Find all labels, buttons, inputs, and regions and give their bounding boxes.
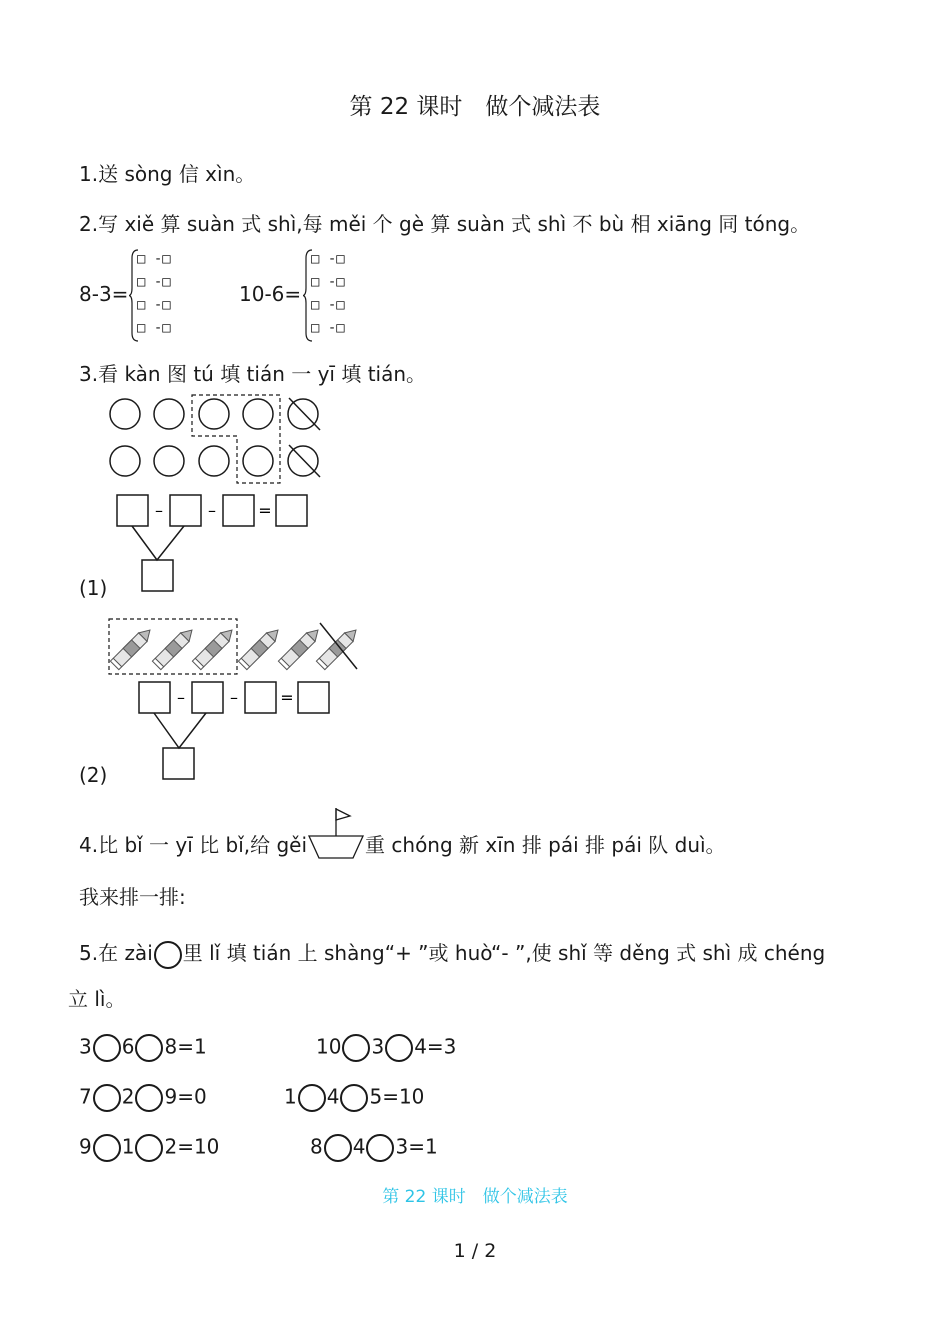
answer-box	[163, 748, 194, 779]
circle-icon	[199, 446, 229, 476]
blank-subtraction[interactable]: □ -□	[311, 320, 345, 336]
circle-icon	[154, 399, 184, 429]
operator-problem	[79, 1084, 207, 1112]
answer-box	[142, 560, 173, 591]
operator-blank[interactable]	[298, 1084, 326, 1112]
answer-box	[223, 495, 254, 526]
operator-blank[interactable]	[366, 1134, 394, 1162]
answer-box	[192, 682, 223, 713]
blank-subtraction[interactable]: □ -□	[311, 251, 345, 267]
result: 8=1	[164, 1034, 207, 1059]
operator-blank[interactable]	[340, 1084, 368, 1112]
number: 9	[79, 1134, 92, 1159]
minus-sign: –	[230, 688, 238, 707]
blank-subtraction[interactable]: □ -□	[137, 320, 171, 336]
answer-box	[276, 495, 307, 526]
question-5	[79, 937, 825, 969]
crayon-icon	[192, 626, 236, 670]
circle-icon	[243, 446, 273, 476]
circle-icon	[154, 941, 182, 969]
page-number: 1 / 2	[453, 1240, 497, 1262]
blank-subtraction[interactable]: □ -□	[311, 297, 345, 313]
number: 7	[79, 1084, 92, 1109]
equation-system-8-3	[79, 248, 199, 343]
number: 3	[371, 1034, 385, 1059]
number: 4	[326, 1084, 340, 1109]
page-title: 第 22 课时 做个减法表	[349, 94, 601, 120]
result: 4=3	[414, 1034, 457, 1059]
result: 2=10	[164, 1134, 220, 1159]
circle-icon	[199, 399, 229, 429]
answer-box	[245, 682, 276, 713]
crayon-icon	[278, 626, 322, 670]
question-4-sub: 我来排一排:	[79, 885, 186, 909]
operator-blank[interactable]	[135, 1134, 163, 1162]
blank-subtraction[interactable]: □ -□	[137, 297, 171, 313]
equation-lhs: 8-3=	[79, 282, 129, 306]
operator-problem	[79, 1034, 207, 1062]
operator-blank[interactable]	[93, 1134, 121, 1162]
equation-system-10-6	[239, 248, 369, 343]
operator-problem	[310, 1134, 438, 1162]
answer-box	[117, 495, 148, 526]
number: 8	[310, 1134, 323, 1159]
question-4	[79, 829, 726, 862]
blank-subtraction[interactable]: □ -□	[137, 251, 171, 267]
operator-problem	[284, 1084, 424, 1112]
operator-blank[interactable]	[342, 1034, 370, 1062]
minus-sign: –	[208, 501, 216, 520]
question-5-text-after: 里 lǐ 填 tián 上 shàng“+ ”或 huò“- ”,使 shǐ 等 děng 式 shì 成 chéng	[182, 941, 826, 965]
question-4-text-after: 重 chóng 新 xīn 排 pái 排 pái 队 duì。	[365, 833, 726, 857]
equals-sign: =	[280, 688, 294, 707]
crayon-icon	[152, 626, 196, 670]
blank-subtraction[interactable]: □ -□	[137, 274, 171, 290]
crayon-icon	[110, 626, 154, 670]
question-1: 1.送 sòng 信 xìn。	[79, 162, 256, 186]
dashed-group-outline	[192, 395, 280, 483]
result: 9=0	[164, 1084, 207, 1109]
number: 3	[79, 1034, 92, 1059]
result: 3=1	[395, 1134, 438, 1159]
question-2: 2.写 xiě 算 suàn 式 shì,每 měi 个 gè 算 suàn 式 shì 不 bù 相 xiāng 同 tóng。	[79, 212, 811, 236]
circle-icon	[110, 446, 140, 476]
question-5-line-2: 立 lì。	[68, 987, 126, 1011]
split-lines	[154, 713, 206, 748]
number: 6	[121, 1034, 135, 1059]
crayon-icon	[238, 626, 282, 670]
answer-box	[139, 682, 170, 713]
result: 5=10	[369, 1084, 425, 1109]
operator-blank[interactable]	[385, 1034, 413, 1062]
number: 2	[121, 1084, 135, 1109]
equation-lhs: 10-6=	[239, 282, 302, 306]
circle-icon	[154, 446, 184, 476]
blank-subtraction[interactable]: □ -□	[311, 274, 345, 290]
part-1-label: (1)	[79, 576, 108, 600]
crossed-circle-icon	[288, 446, 318, 476]
number: 4	[352, 1134, 366, 1159]
question-5-text-before: 5.在 zài	[79, 941, 153, 965]
operator-blank[interactable]	[135, 1084, 163, 1112]
crossed-crayon-icon	[316, 626, 360, 670]
operator-blank[interactable]	[135, 1034, 163, 1062]
operator-blank[interactable]	[93, 1084, 121, 1112]
number: 10	[316, 1034, 342, 1059]
crossed-circle-icon	[288, 399, 318, 429]
part-2-label: (2)	[79, 763, 108, 787]
number: 1	[284, 1084, 297, 1109]
page-footer: 第 22 课时 做个减法表	[382, 1187, 568, 1207]
answer-box	[170, 495, 201, 526]
number: 1	[121, 1134, 135, 1159]
operator-problem	[316, 1034, 456, 1062]
operator-blank[interactable]	[324, 1134, 352, 1162]
question-3: 3.看 kàn 图 tú 填 tián 一 yī 填 tián。	[79, 362, 427, 386]
question-4-text-before: 4.比 bǐ 一 yī 比 bǐ,给 gěi	[79, 833, 308, 857]
answer-box	[298, 682, 329, 713]
boat-icon	[307, 806, 365, 862]
split-lines	[132, 526, 184, 560]
circle-icon	[110, 399, 140, 429]
minus-sign: –	[177, 688, 185, 707]
circle-icon	[243, 399, 273, 429]
operator-blank[interactable]	[93, 1034, 121, 1062]
crayons-figure	[105, 615, 365, 785]
operator-problem	[79, 1134, 219, 1162]
equals-sign: =	[258, 501, 272, 520]
minus-sign: –	[155, 501, 163, 520]
circles-figure	[100, 392, 330, 597]
